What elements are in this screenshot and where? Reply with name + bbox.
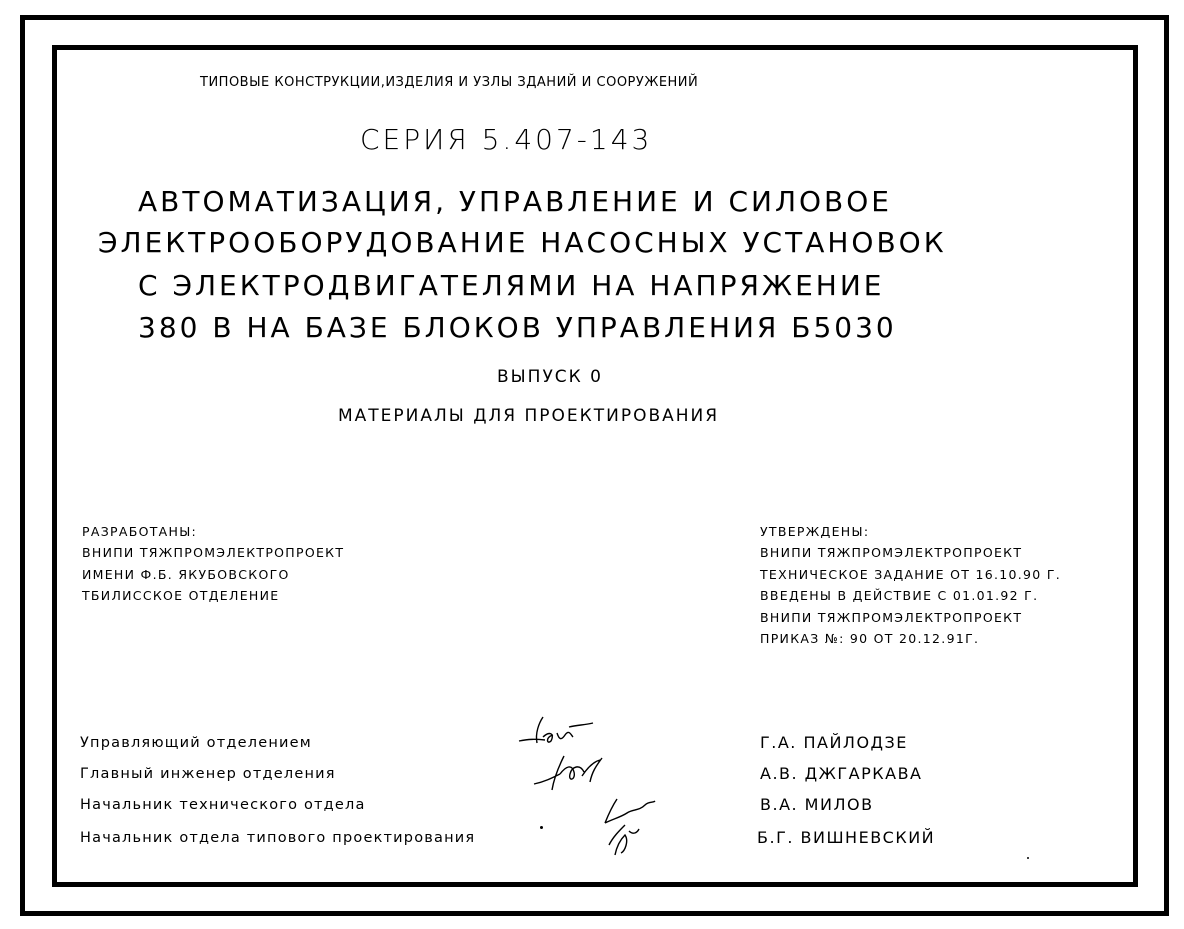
signatory-position: Управляющий отделением	[80, 735, 312, 751]
signature-1	[515, 715, 595, 755]
approved-line: ВНИПИ ТЯЖПРОМЭЛЕКТРОПРОЕКТ	[760, 610, 1023, 625]
issue-number: ВЫПУСК 0	[497, 367, 603, 387]
approved-line: ПРИКАЗ №: 90 ОТ 20.12.91Г.	[760, 631, 980, 646]
title-line-4: 380 В НА БАЗЕ БЛОКОВ УПРАВЛЕНИЯ Б5030	[138, 311, 897, 344]
signatory-name: В.А. МИЛОВ	[760, 795, 874, 814]
developed-heading: РАЗРАБОТАНЫ:	[82, 524, 198, 539]
series-number: СЕРИЯ 5.407-143	[360, 123, 653, 156]
signatory-name: Б.Г. ВИШНЕВСКИЙ	[757, 828, 936, 847]
signature-2	[530, 752, 610, 797]
signatory-name: Г.А. ПАЙЛОДЗЕ	[760, 733, 908, 752]
materials-subtitle: МАТЕРИАЛЫ ДЛЯ ПРОЕКТИРОВАНИЯ	[338, 406, 720, 426]
approved-line: ВВЕДЕНЫ В ДЕЙСТВИЕ С 01.01.92 Г.	[760, 588, 1039, 603]
title-line-1: АВТОМАТИЗАЦИЯ, УПРАВЛЕНИЕ И СИЛОВОЕ	[138, 185, 892, 218]
title-line-2: ЭЛЕКТРООБОРУДОВАНИЕ НАСОСНЫХ УСТАНОВОК	[98, 226, 947, 259]
approved-line: ВНИПИ ТЯЖПРОМЭЛЕКТРОПРОЕКТ	[760, 545, 1023, 560]
signatory-name: А.В. ДЖГАРКАВА	[760, 764, 923, 783]
developed-line: ТБИЛИССКОЕ ОТДЕЛЕНИЕ	[82, 588, 280, 603]
signatory-position: Начальник технического отдела	[80, 797, 366, 813]
approved-line: ТЕХНИЧЕСКОЕ ЗАДАНИЕ ОТ 16.10.90 Г.	[760, 567, 1062, 582]
signatory-position: Главный инженер отделения	[80, 766, 336, 782]
developed-line: ВНИПИ ТЯЖПРОМЭЛЕКТРОПРОЕКТ	[82, 545, 345, 560]
ink-dot	[540, 826, 543, 829]
title-line-3: С ЭЛЕКТРОДВИГАТЕЛЯМИ НА НАПРЯЖЕНИЕ	[138, 269, 885, 302]
publication-category: ТИПОВЫЕ КОНСТРУКЦИИ,ИЗДЕЛИЯ И УЗЛЫ ЗДАНИЙ И СООРУЖЕНИЙ	[200, 75, 699, 90]
signature-3	[595, 795, 660, 860]
approved-heading: УТВЕРЖДЕНЫ:	[760, 524, 870, 539]
developed-line: ИМЕНИ Ф.Б. ЯКУБОВСКОГО	[82, 567, 290, 582]
ink-dot	[1027, 857, 1029, 859]
signatory-position: Начальник отдела типового проектирования	[80, 830, 476, 846]
